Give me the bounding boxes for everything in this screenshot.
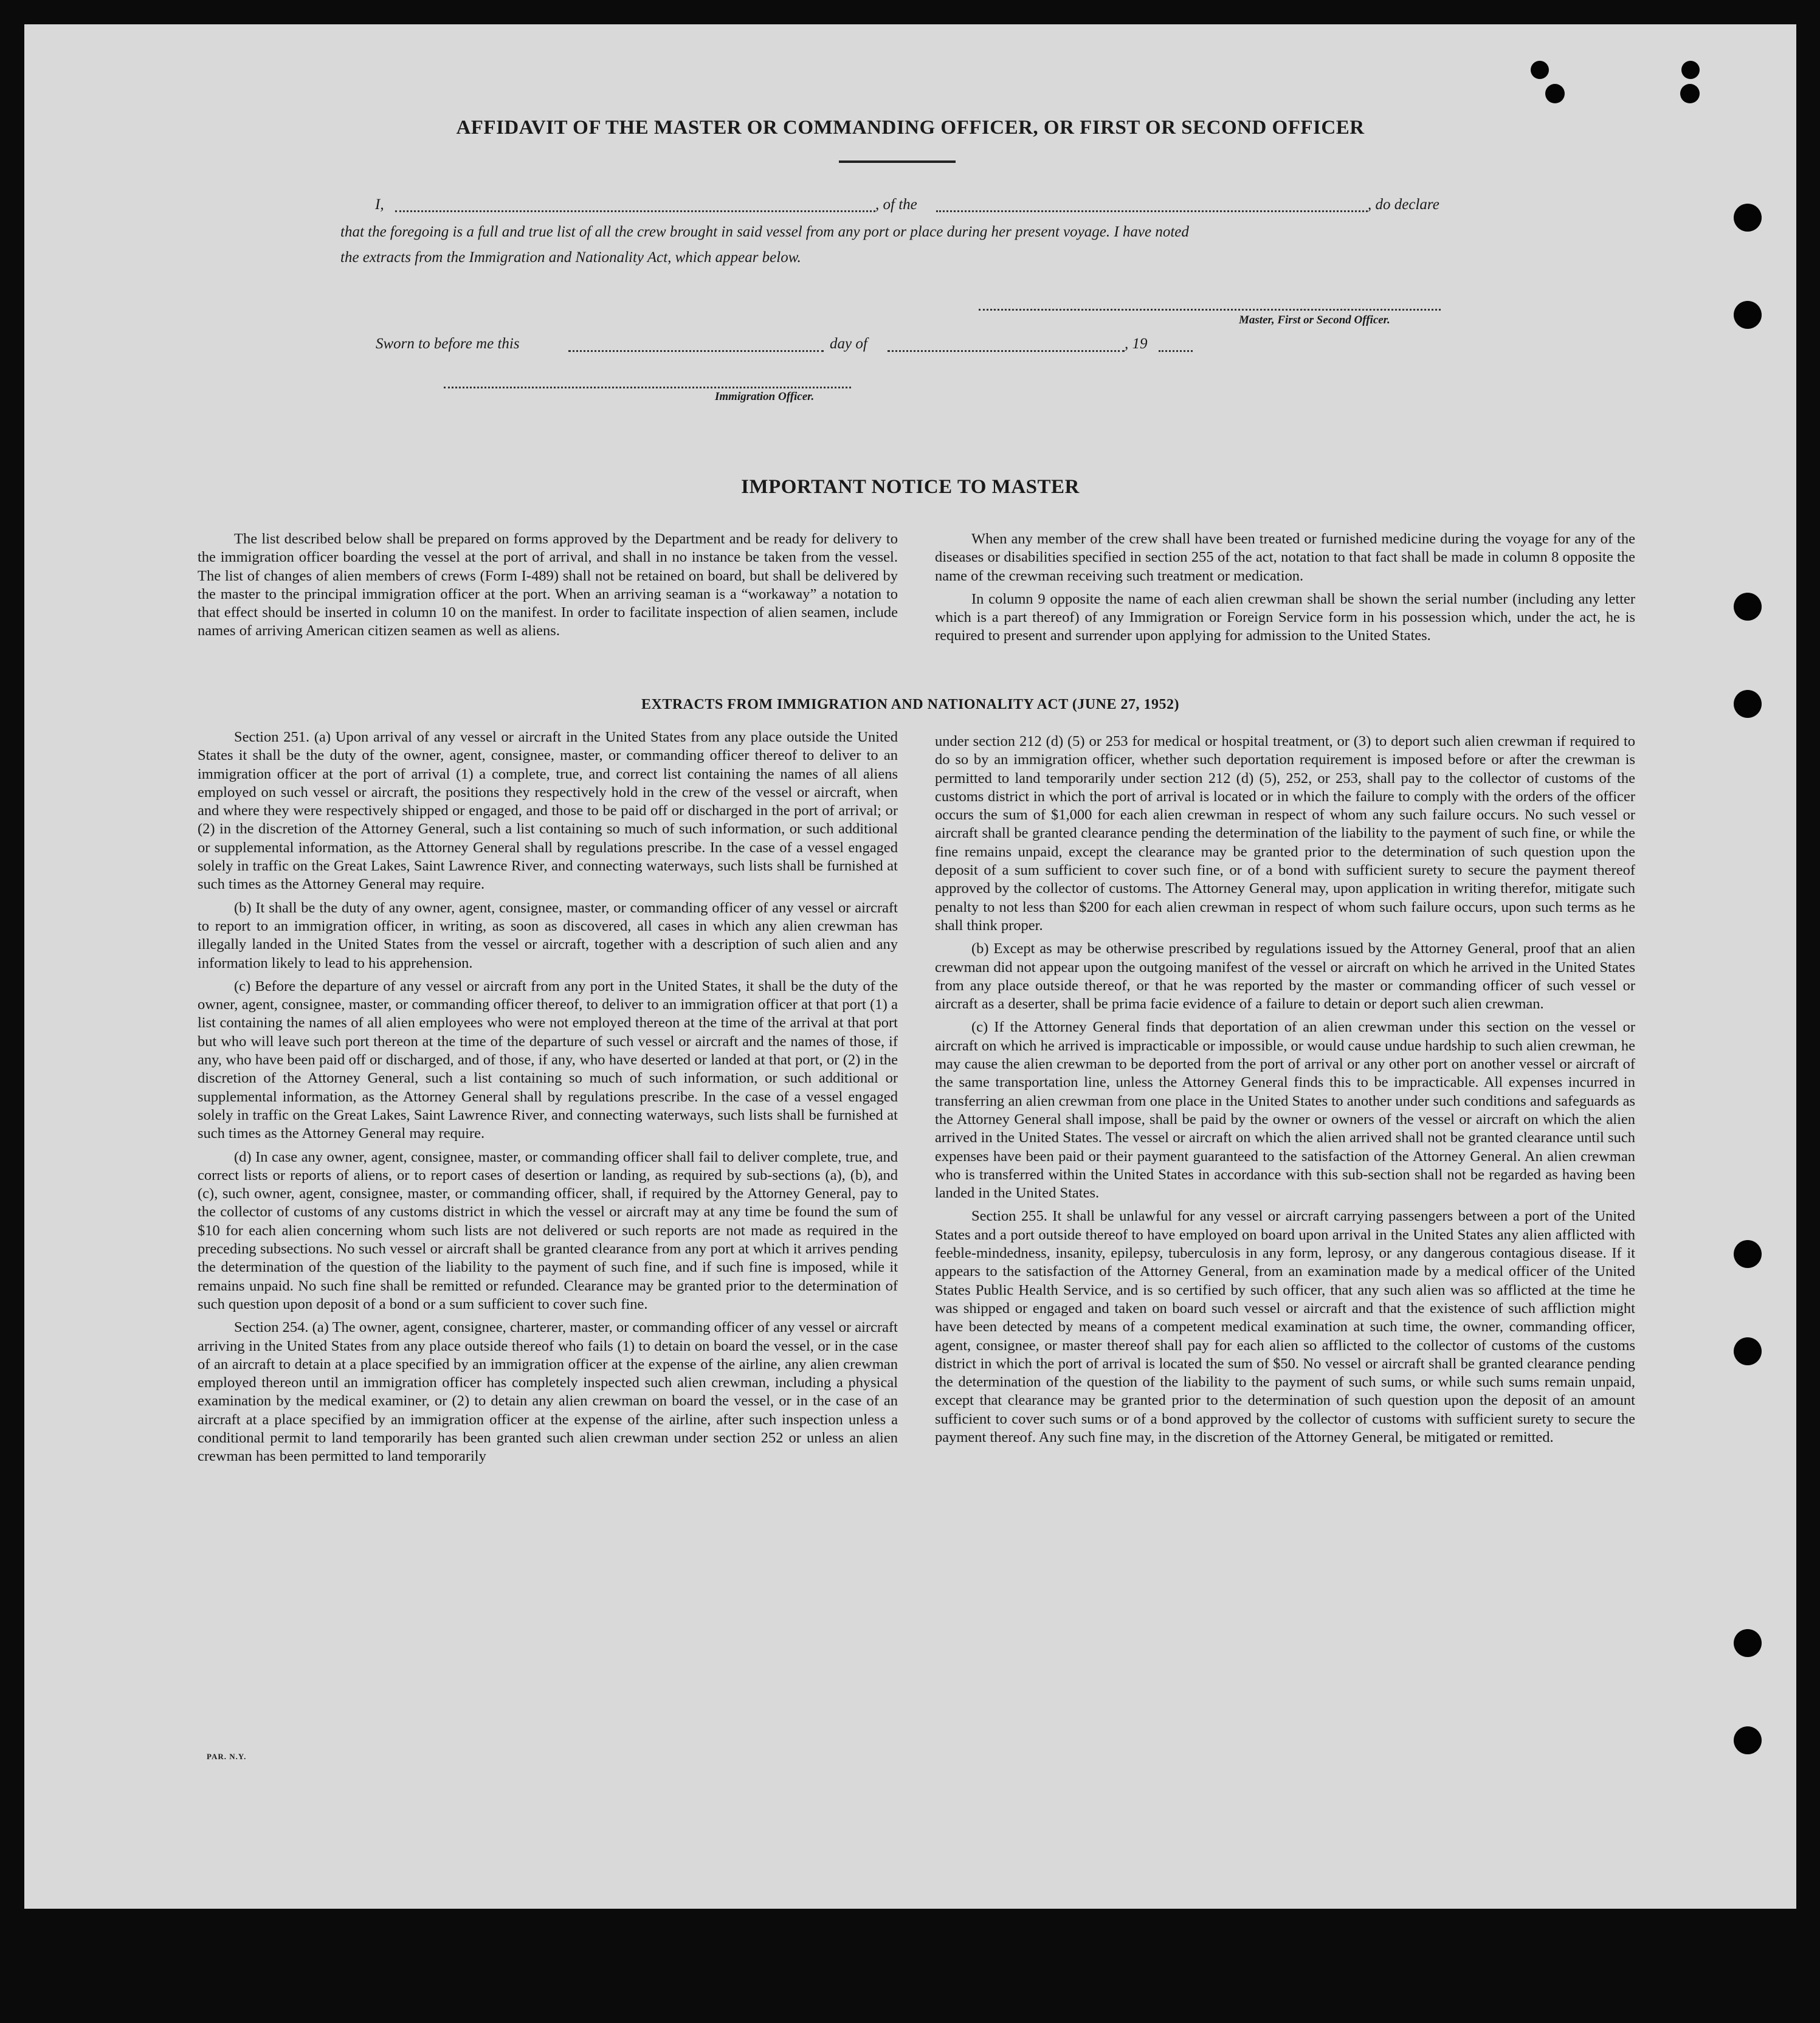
punch-hole-top-3 <box>1681 61 1700 79</box>
name-field-line[interactable] <box>395 210 875 212</box>
section-254c-paragraph: (c) If the Attorney General finds that deportation of an alien crewman under this section on the vessel or aircraft on which he arrived is impracticable or impossible, or would cause undue hardship to such alien crewman, he may cause the alien crewman to be deported from the port of arrival or any other port on another vessel or aircraft of the same transportation line, unless the Attorney General finds this to be impracticable. All expenses incurred in transferring an alien crewman from one place in the United States to another under such conditions and safeguards as the Attorney General shall impose, shall be paid by the owner or owners of the vessel or aircraft on which the alien arrived in the United States. The vessel or aircraft on which the alien arrived shall not be granted clearance until such expenses have been paid or their payment guaranteed to the satisfaction of the Attorney General. An alien crewman who is transferred within the United States in accordance with this sub-section shall not be regarded as having been landed in the United States. <box>935 1019 1635 1202</box>
affidavit-of-the: , of the <box>875 196 917 213</box>
affidavit-title: AFFIDAVIT OF THE MASTER OR COMMANDING OFFICER, OR FIRST OR SECOND OFFICER <box>456 117 1365 139</box>
section-251d-paragraph: (d) In case any owner, agent, consignee, master, or commanding officer shall fail to deliver complete, true, and correct lists or reports of aliens, or to report cases of desertion or landing, as required by sub-sections (a), (b), and (c), such owner, agent, consignee, master, or commanding officer, shall, if required by the Attorney General, pay to the collector of customs of any customs district in which the vessel or aircraft may at any time be found the sum of $10 for each alien concerning whom such lists are not delivered or such reports are not made as required in the preceding subsections. No such vessel or aircraft shall be granted clearance from any port at which it arrives pending the determination of the question of the liability to the payment of such fine, and if such fine is imposed, while it remains unpaid. No such fine shall be remitted or refunded. Clearance may be granted prior to the determination of such question upon deposit of a bond or a sum sufficient to cover such fine. <box>198 1148 898 1312</box>
extracts-title: EXTRACTS FROM IMMIGRATION AND NATIONALITY ACT (JUNE 27, 1952) <box>641 697 1179 712</box>
day-of-text: day of <box>830 336 867 352</box>
year-prefix: , 19 <box>1125 336 1148 352</box>
binder-hole <box>1734 1629 1762 1657</box>
section-254a-paragraph: Section 254. (a) The owner, agent, consignee, charterer, master, or commanding officer of any vessel or aircraft arriving in the United States from any place outside thereof who fails (1) to detain on board the vessel, or in the case of an aircraft to detain at a place specified by an immigration officer at the expense of the airline, any alien crewman employed thereon until an immigration officer has completely inspected such alien crewman, including a physical examination by the medical examiner, or (2) to detain any alien crewman on board the vessel, or in the case of an aircraft at a place specified by an immigration officer at the expense of the airline, after such inspection unless a conditional permit to land temporarily has been granted such alien crewman under section 252 or unless an alien crewman has been permitted to land temporarily <box>198 1319 898 1465</box>
master-signature-line[interactable] <box>979 309 1441 311</box>
notice-title: IMPORTANT NOTICE TO MASTER <box>741 476 1080 498</box>
notice-left-paragraph: The list described below shall be prepared on forms approved by the Department and be ready for delivery to the immigration officer boarding the vessel at the port of arrival, and shall in no instance be taken from the vessel. The list of changes of alien members of crews (Form I-489) shall not be retained on board, but shall be delivered by the master to the principal immigration officer at the port. When an arriving seaman is a “workaway” a notation to that effect should be inserted in column 10 on the manifest. In order to facilitate inspection of alien seamen, include names of arriving American citizen seamen as well as aliens. <box>198 531 898 639</box>
section-251b-paragraph: (b) It shall be the duty of any owner, agent, consignee, master, or commanding officer of any vessel or aircraft to report to an immigration officer, in writing, as soon as discovered, all cases in which any alien crewman has illegally landed in the United States from the vessel or aircraft, together with a description of such alien and any information likely to lead to his apprehension. <box>198 899 898 971</box>
year-line[interactable] <box>1159 350 1193 352</box>
binder-hole <box>1734 301 1762 329</box>
sworn-month-line[interactable] <box>888 350 1125 352</box>
affidavit-line-2: that the foregoing is a full and true list of all the crew brought in said vessel from any port or place during her present voyage. I have noted <box>340 224 1189 240</box>
vessel-field-line[interactable] <box>936 210 1368 212</box>
section-251c-paragraph: (c) Before the departure of any vessel or aircraft from any port in the United States, it shall be the duty of the owner, agent, consignee, master, or commanding officer thereof, to deliver to an immigration officer at that port (1) a list containing the names of all alien employees who were not employed thereon at the time of the arrival at that port but who will leave such port thereon at the time of the departure of such vessel or aircraft and the names of those, if any, who have been paid off or discharged, and of those, if any, who have deserted or landed at that port, or (2) in the discretion of the Attorney General, such a list containing so much of such information, or such additional or supplemental information, as the Attorney General shall by regulations prescribe. In the case of a vessel engaged solely in traffic on the Great Lakes, Saint Lawrence River, and connecting waterways, such lists shall be furnished at such times as the Attorney General may require. <box>198 977 898 1142</box>
extracts-right-column <box>935 732 1635 1452</box>
immigration-officer-label: Immigration Officer. <box>715 390 815 403</box>
sworn-day-line[interactable] <box>568 350 824 352</box>
punch-hole-top-4 <box>1680 84 1700 103</box>
sworn-text: Sworn to before me this <box>376 336 520 352</box>
section-255-paragraph: Section 255. It shall be unlawful for any vessel or aircraft carrying passengers between a port of the United States and a port outside thereof to have employed on board upon arrival in the United States any alien afflicted with feeble-mindedness, insanity, epilepsy, tuberculosis in any form, leprosy, or any dangerous contagious disease. If it appears to the satisfaction of the Attorney General, from an examination made by a medical officer of the United States Public Health Service, and is so certified by such officer, that any such alien was so afflicted at the time he was shipped or engaged and taken on board such vessel or aircraft and that the existence of such affliction might have been detected by means of a competent medical examination at such time, the owner, commanding officer, agent, consignee, or master thereof shall pay for each alien so afflicted to the collector of customs of the customs district in which the port of arrival is located the sum of $50. No vessel or aircraft shall be granted clearance pending the determination of the question of the liability to the payment of such sums, or while such sums remain unpaid, except that clearance may be granted prior to the determination of such question upon the deposit of an amount sufficient to cover such sums or of a bond approved by the collector of customs with sufficient surety to secure the payment thereof. Any such fine may, in the discretion of the Attorney General, be mitigated or remitted. <box>935 1208 1635 1446</box>
notice-right-paragraph-2: In column 9 opposite the name of each alien crewman shall be shown the serial number (including any letter which is a part thereof) of any Immigration or Foreign Service form in his possession which, under the act, he is required to present and surrender upon applying for admission to the United States. <box>935 590 1635 644</box>
punch-hole-top-2 <box>1545 84 1565 103</box>
title-rule <box>839 160 956 163</box>
printer-mark: PAR. N.Y. <box>207 1752 247 1761</box>
binder-hole <box>1734 593 1762 621</box>
affidavit-i: I, <box>375 196 384 213</box>
section-254b-paragraph: (b) Except as may be otherwise prescribed by regulations issued by the Attorney General, proof that an alien crewman did not appear upon the outgoing manifest of the vessel or aircraft on which he arrived in the United States from any place outside thereof, or that he was reported by the master or commanding officer of such vessel or aircraft as a deserter, shall be prima facie evidence of a failure to detain or deport such alien crewman. <box>935 940 1635 1013</box>
document-page <box>24 24 1796 1909</box>
punch-hole-top-1 <box>1531 61 1549 79</box>
binder-hole <box>1734 204 1762 232</box>
notice-right-paragraph-1: When any member of the crew shall have been treated or furnished medicine during the voyage for any of the diseases or disabilities specified in section 255 of the act, notation to that fact shall be made in column 8 opposite the name of the crewman receiving such treatment or medication. <box>935 531 1635 584</box>
binder-hole <box>1734 1337 1762 1365</box>
affidavit-declare: , do declare <box>1368 196 1439 213</box>
master-signature-label: Master, First or Second Officer. <box>1239 314 1390 326</box>
section-254a-continued-paragraph: under section 212 (d) (5) or 253 for medical or hospital treatment, or (3) to deport such alien crewman if required to do so by an immigration officer, whether such deportation requirement is imposed before or after the crewman is permitted to land temporarily under section 212 (d) (5), 252, or 253, shall pay to the collector of customs of the customs district in which the port of arrival is located or in which the failure to comply with the orders of the officer occurs the sum of $1,000 for each alien crewman in respect of whom any such failure occurs. No such vessel or aircraft shall be granted clearance pending the determination of the liability to the payment of such fine, or while the fine remains unpaid, except the clearance may be granted prior to the determination of such question upon the deposit of a sum sufficient to cover such fine, or of a bond with sufficient surety to secure the payment thereof approved by the collector of customs. The Attorney General may, upon application in writing therefor, mitigate such penalty to not less than $200 for each alien crewman in respect of whom such failure occurs, upon such terms as he shall think proper. <box>935 733 1635 934</box>
notice-left-column <box>198 530 898 646</box>
section-251a-paragraph: Section 251. (a) Upon arrival of any vessel or aircraft in the United States from any place outside the United States it shall be the duty of the owner, agent, consignee, master, or commanding officer thereof to deliver to an immigration officer at the port of arrival (1) a complete, true, and correct list containing the names of all aliens employed on such vessel or aircraft, the positions they respectively hold in the crew of the vessel or aircraft, when and where they were respectively shipped or engaged, and those to be paid off or discharged in the port of arrival; or (2) in the discretion of the Attorney General, such a list containing so much of such information, or such additional or supplemental information, as the Attorney General shall by regulations prescribe. In the case of a vessel engaged solely in traffic on the Great Lakes, Saint Lawrence River, and connecting waterways, such lists shall be furnished at such times as the Attorney General may require. <box>198 729 898 893</box>
affidavit-line-3: the extracts from the Immigration and Nationality Act, which appear below. <box>340 249 801 266</box>
notice-right-column <box>935 530 1635 650</box>
immigration-officer-signature-line[interactable] <box>444 387 851 388</box>
binder-hole <box>1734 1726 1762 1754</box>
binder-hole <box>1734 1240 1762 1268</box>
extracts-left-column <box>198 728 898 1471</box>
